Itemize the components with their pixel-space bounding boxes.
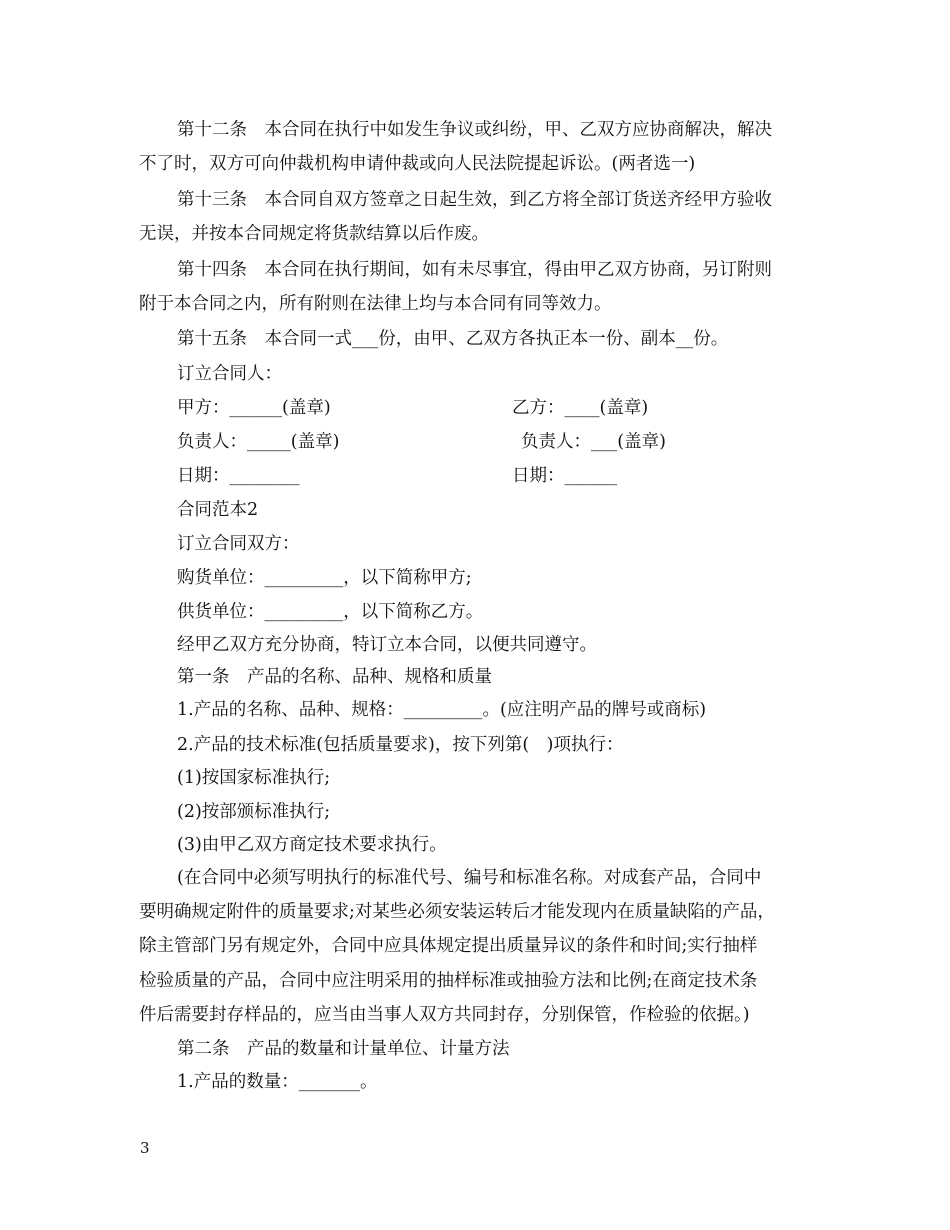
party-b-signature: 乙方：____(盖章) (512, 398, 649, 418)
party-b-responsible: 负责人：___(盖章) (521, 432, 666, 452)
note-line-3: 除主管部门另有规定外，合同中应具体规定提出质量异议的条件和时间;实行抽样 (139, 936, 758, 956)
note-line-4: 检验质量的产品，合同中应注明采用的抽样标准或抽验方法和比例;在商定技术条 (139, 971, 758, 991)
article-14-line-1: 第十四条 本合同在执行期间，如有未尽事宜，得由甲乙双方协商，另订附则 (177, 260, 772, 280)
article-2-item-1: 1.产品的数量：_______。 (177, 1072, 378, 1092)
article-13-line-1: 第十三条 本合同自双方签章之日起生效，到乙方将全部订货送齐经甲方验收 (177, 190, 772, 210)
supplier-line: 供货单位：_________，以下简称乙方。 (177, 602, 484, 622)
article-12-line-2: 不了时，双方可向仲裁机构申请仲裁或向人民法院提起诉讼。(两者选一) (139, 154, 696, 174)
article-13-line-2: 无误，并按本合同规定将货款结算以后作废。 (139, 224, 489, 244)
article-12-line-1: 第十二条 本合同在执行中如发生争议或纠纷，甲、乙双方应协商解决，解决 (177, 120, 772, 140)
article-1-title: 第一条 产品的名称、品种、规格和质量 (177, 667, 492, 687)
page-number: 3 (140, 1139, 150, 1157)
template-2-heading: 合同范本2 (177, 500, 259, 520)
party-a-signature: 甲方：______(盖章) (177, 398, 331, 418)
note-line-5: 件后需要封存样品的，应当由当事人双方共同封存，分别保管，作检验的依据。) (139, 1005, 750, 1025)
option-3: (3)由甲乙双方商定技术要求执行。 (177, 835, 447, 855)
signers-title: 订立合同人： (177, 364, 282, 384)
note-line-1: (在合同中必须写明执行的标准代号、编号和标准名称。对成套产品，合同中 (177, 868, 762, 888)
party-a-responsible: 负责人：_____(盖章) (177, 432, 340, 452)
option-1: (1)按国家标准执行; (177, 768, 331, 788)
article-1-item-2: 2.产品的技术标准(包括质量要求)，按下列第( )项执行： (177, 735, 624, 755)
article-2-title: 第二条 产品的数量和计量单位、计量方法 (177, 1039, 510, 1059)
party-b-date: 日期：______ (512, 466, 617, 486)
article-14-line-2: 附于本合同之内，所有附则在法律上均与本合同有同等效力。 (139, 294, 612, 314)
article-1-item-1: 1.产品的名称、品种、规格：_________。(应注明产品的牌号或商标) (177, 700, 707, 720)
agreement-line: 经甲乙双方充分协商，特订立本合同，以便共同遵守。 (177, 635, 597, 655)
note-line-2: 要明确规定附件的质量要求;对某些必须安装运转后才能发现内在质量缺陷的产品， (139, 902, 775, 922)
buyer-line: 购货单位：_________，以下简称甲方; (177, 568, 472, 588)
article-15: 第十五条 本合同一式___份，由甲、乙双方各执正本一份、副本__份。 (177, 329, 729, 349)
option-2: (2)按部颁标准执行; (177, 802, 331, 822)
party-a-date: 日期：________ (177, 466, 300, 486)
parties-title: 订立合同双方： (177, 534, 300, 554)
